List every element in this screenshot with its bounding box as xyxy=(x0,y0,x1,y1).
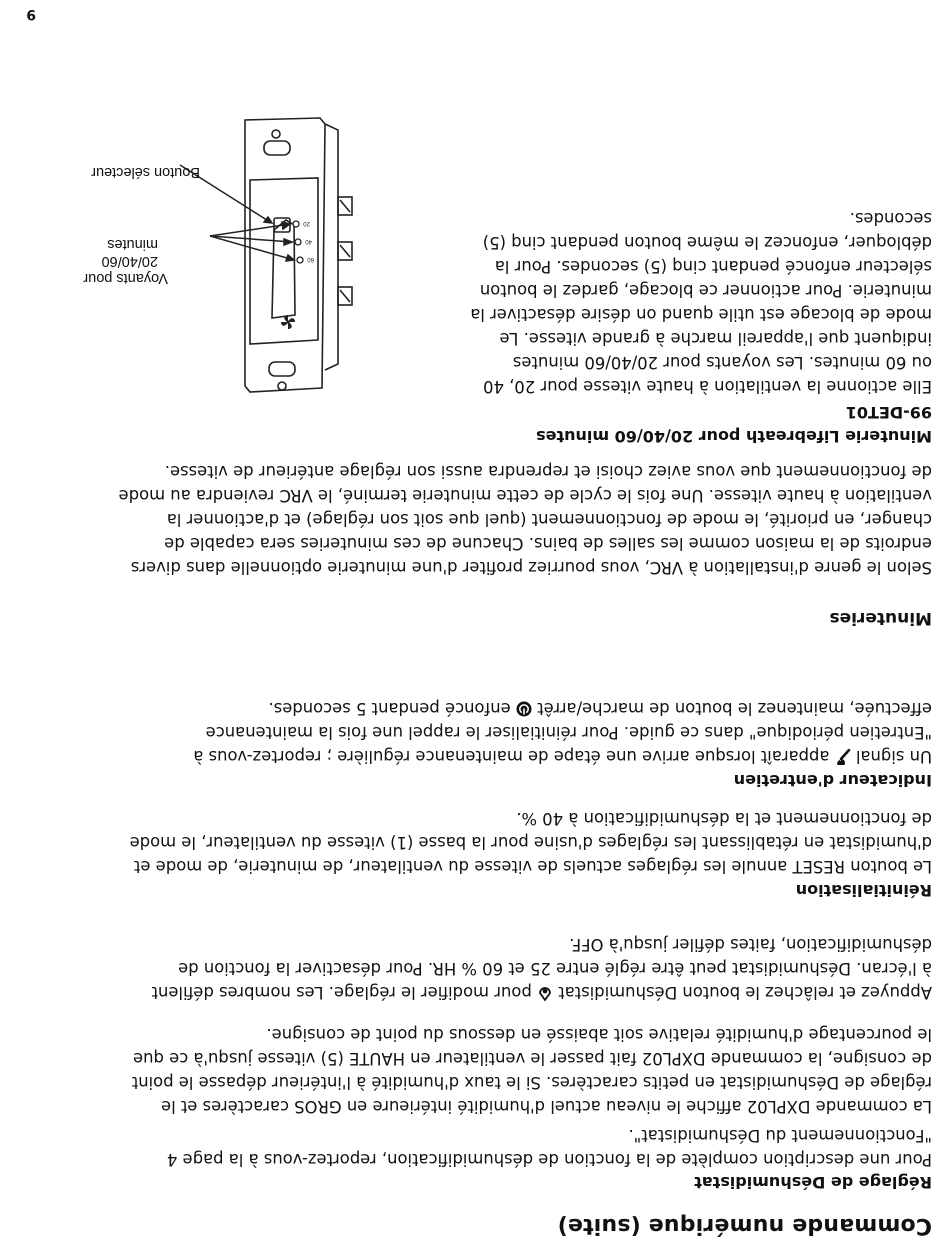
label-leds xyxy=(38,235,168,286)
text-line: de consigne, la commande DXPL02 fait passer le ventilateur en HAUTE (5) vitesse jusqu'à ce que xyxy=(133,1049,932,1068)
text-line: d'humidistat en rétablissant les réglages d'usine pour la basse (1) vitesse du ventilateur, le mode xyxy=(129,833,932,852)
lifebreath-text xyxy=(470,206,932,398)
page-title: Commande numérique (suite) xyxy=(557,1213,932,1238)
label-line: Voyants pour xyxy=(83,270,168,286)
text-fragment: Appuyez et relâchez le bouton Déshumidistat xyxy=(558,983,932,1002)
text-line: le pourcentage d'humidité relative soit abaissé en dessous du point de consigne. xyxy=(266,1025,932,1044)
led-mark-20: 20 xyxy=(303,220,310,226)
text-line: sélecteur enfoncé pendant cinq (5) secondes. Pour la xyxy=(494,257,932,276)
wrench-icon xyxy=(835,749,851,765)
section-heading-reglage: Réglage de Déshumidistat xyxy=(694,1173,932,1192)
text-line: endroits de la maison comme les salles de bains. Chacune de ces minuteries sera capable de xyxy=(164,534,932,553)
text-line: de fonctionnement que vous aviez choisi et reprendra aussi son réglage antérieur de vitesse. xyxy=(164,462,932,481)
text-line: mode de blocage est utile quand on désire désactiver la xyxy=(470,305,932,324)
text-line: changer, en priorité, le mode de fonctionnement (quel que soit son réglage) et d'actionner la xyxy=(166,510,932,529)
text-line: Le bouton RESET annule les réglages actuels de vitesse du ventilateur, de minuterie, de mode et xyxy=(134,857,932,876)
text-fragment: Un signal xyxy=(855,747,932,766)
reglage-instructions xyxy=(152,932,932,1004)
led-20 xyxy=(293,221,299,227)
text-line: La commande DXPL02 affiche le niveau actuel d'humidité intérieure en GROS caractères et le xyxy=(161,1097,932,1116)
text-line: secondes. xyxy=(849,209,932,228)
text-line: "Entretien périodique" dans ce guide. Pour réinitialiser le rappel une fois la maintenance xyxy=(205,723,932,742)
text-line xyxy=(193,744,932,768)
led-60 xyxy=(297,257,303,263)
section-heading-indicateur: Indicateur d'entretien xyxy=(733,771,932,790)
text-line: Elle actionne la ventilation à haute vitesse pour 20, 40 xyxy=(483,377,932,396)
reglage-description xyxy=(132,1022,932,1118)
text-line: "Fonctionnement du Déshumidistat". xyxy=(628,1126,932,1145)
label-line: 20/40/60 xyxy=(101,253,158,269)
section-heading-minuteries: Minuteries xyxy=(829,608,932,628)
label-selector-button: Bouton sélecteur xyxy=(91,164,200,180)
text-line: Selon le genre d'installation à VRC, vous pourriez profiter d'une minuterie optionnelle dans divers xyxy=(130,558,932,577)
wall-plate xyxy=(245,118,325,392)
model-number: 99-DET01 xyxy=(845,403,932,422)
section-heading-reinitialisation: Réinitialisation xyxy=(795,881,932,900)
text-fragment: pour modifier le réglage. Les nombres défilent xyxy=(151,983,532,1002)
text-line: de fonctionnement et la déshumidification à 40 %. xyxy=(516,809,932,828)
text-line: à l'écran. Déshumidistat peut être réglé entre 25 et 60 % HR. Pour désactiver la fonction de xyxy=(178,959,932,978)
led-40 xyxy=(295,239,301,245)
text-line: Pour une description complète de la fonction de déshumidification, reportez-vous à la page 4 xyxy=(166,1150,932,1169)
text-line: indiquent que l'appareil marche à grande vitesse. Le xyxy=(499,329,932,348)
text-fragment: apparaît lorsque arrive une étape de maintenance régulière ; reportez-vous à xyxy=(193,747,830,766)
text-fragment: enfoncé pendant 5 secondes. xyxy=(268,699,511,718)
page-number: 9 xyxy=(26,6,36,22)
text-line: minuterie. Pour actionner ce blocage, gardez le bouton xyxy=(479,281,932,300)
reglage-intro xyxy=(167,1123,932,1171)
text-line xyxy=(152,980,932,1004)
led-mark-60: 60 xyxy=(307,256,314,262)
text-line: ventilation à haute vitesse. Une fois le cycle de cette minuterie terminé, le VRC reviendra au mode xyxy=(118,486,932,505)
text-fragment: effectuée, maintenez le bouton de marche/arrêt xyxy=(537,699,932,718)
text-line: déshumidification, faites défiler jusqu'à OFF. xyxy=(569,935,932,954)
droplet-button-icon xyxy=(537,985,553,1001)
text-line: débloquer, enfoncez le même bouton pendant cinq (5) xyxy=(482,233,932,252)
text-line xyxy=(193,696,932,720)
reinitialisation-text xyxy=(130,806,932,878)
text-line: réglage de Déshumidistat en petits caractères. Si le taux d'humidité à l'intérieur dépasse le point xyxy=(131,1073,932,1092)
power-icon xyxy=(516,701,532,717)
led-mark-40: 40 xyxy=(305,238,312,244)
indicateur-text xyxy=(193,696,932,768)
label-line: minutes xyxy=(107,236,158,252)
text-line: ou 60 minutes. Les voyants pour 20/40/60 minutes xyxy=(512,353,932,372)
minuteries-text xyxy=(119,459,932,579)
section-heading-lifebreath: Minuterie Lifebreath pour 20/40/60 minutes xyxy=(536,427,932,446)
